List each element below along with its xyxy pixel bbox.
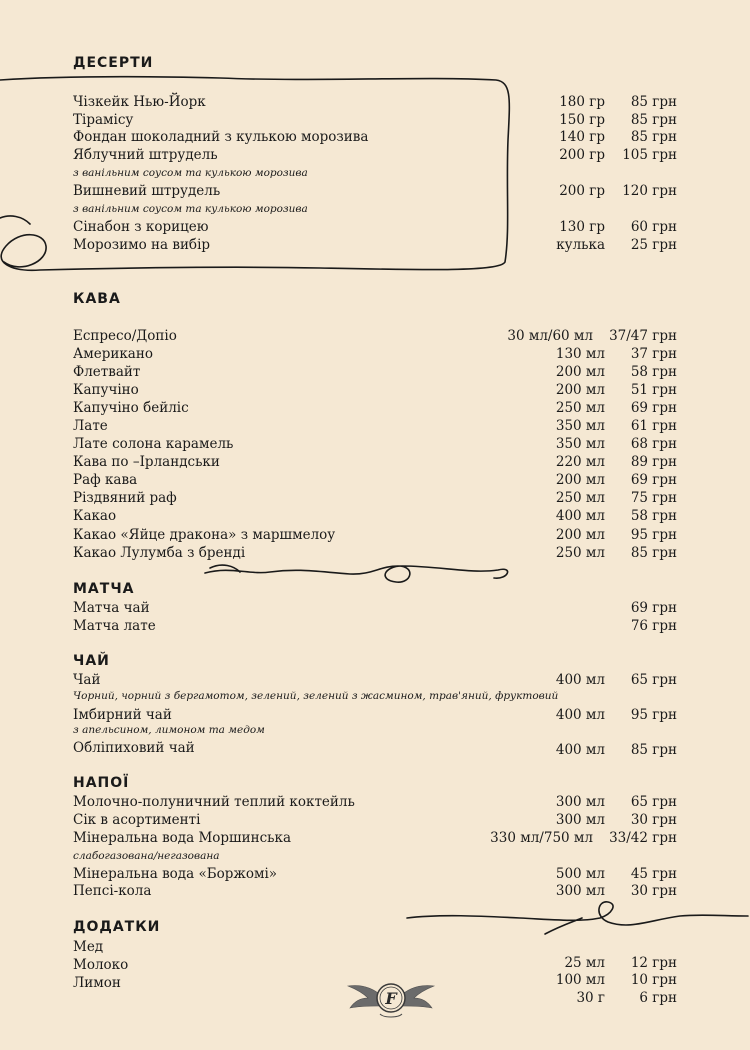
item-qty: 400 мл [555,672,605,688]
item-qty: 350 мл [555,436,605,452]
item-price: 12 грн [630,955,677,971]
item-note: з апельсином, лимоном та медом [73,724,265,736]
item-name: Еспресо/Допіо [73,328,177,344]
menu-item [73,671,677,689]
item-name: Різдвяний раф [73,490,177,506]
item-price: 10 грн [630,972,677,988]
item-price: 37/47 грн [609,328,677,344]
item-qty: 200 гр [559,183,605,199]
item-name: Матча латe [73,618,156,634]
item-note: з ванільним соусом та кулькою морозива [73,167,308,179]
item-qty: 200 мл [555,382,605,398]
menu-item [73,526,677,544]
menu-item [73,182,677,200]
item-price: 6 грн [639,990,677,1006]
item-qty: 350 мл [555,418,605,434]
item-qty: 130 гр [559,219,605,235]
menu-item [73,829,677,847]
item-price: 105 грн [622,147,677,163]
item-name: Імбирний чай [73,707,172,723]
item-price: 25 грн [630,237,677,253]
item-name: Капучіно [73,382,139,398]
item-qty: 250 мл [555,400,605,416]
section-title-drinks: НАПОЇ [73,775,130,791]
menu-item [73,471,677,489]
item-name: Сінабон з корицею [73,219,209,235]
menu-item [73,793,677,811]
item-name: Раф кава [73,472,138,488]
item-qty: 30 г [576,990,605,1006]
item-price: 68 грн [630,436,677,452]
item-qty: 300 мл [555,812,605,828]
item-qty: 200 мл [555,364,605,380]
item-price: 61 грн [630,418,677,434]
item-price: 51 грн [630,382,677,398]
item-price: 89 грн [630,454,677,470]
menu-item [73,381,677,399]
item-qty: кулька [556,237,605,253]
item-note: слабогазована/негазована [73,850,220,862]
menu-item [73,617,677,635]
menu-item [73,363,677,381]
item-qty: 150 гр [559,112,605,128]
menu-item [73,327,677,345]
item-price: 37 грн [630,346,677,362]
item-price: 65 грн [630,794,677,810]
item-price: 95 грн [630,707,677,723]
menu-item [73,453,677,471]
section-title-tea: ЧАЙ [73,653,110,669]
item-note: Чорний, чорний з бергамотом, зелений, зелений з жасмином, трав'яний, фруктовий [73,690,559,702]
item-qty: 500 мл [555,866,605,882]
item-price: 69 грн [630,400,677,416]
menu-item [73,544,677,562]
logo-emblem-icon [344,968,438,1028]
item-name: Фондан шоколадний з кулькою морозива [73,129,369,145]
item-qty: 140 гр [559,129,605,145]
menu-item [73,93,677,111]
item-qty: 200 гр [559,147,605,163]
item-price: 30 грн [630,812,677,828]
item-price: 58 грн [630,508,677,524]
section-title-desserts: ДЕСЕРТИ [73,55,154,71]
menu-item [73,417,677,435]
item-name: Лате [73,418,108,434]
item-qty: 25 мл [564,955,605,971]
item-name: Молочно-полуничний теплий коктейль [73,794,355,810]
item-name: Мед [73,939,104,955]
menu-item [73,489,677,507]
item-qty: 30 мл/60 мл [507,328,593,344]
item-price: 33/42 грн [609,830,677,846]
item-price: 85 грн [630,742,677,758]
menu-item [73,507,677,525]
item-qty: 300 мл [555,794,605,810]
item-price: 120 грн [622,183,677,199]
item-price: 58 грн [630,364,677,380]
menu-item [73,706,677,724]
menu-item [73,218,677,236]
item-price: 69 грн [630,600,677,616]
item-name: Лате солона карамель [73,436,234,452]
item-price: 69 грн [630,472,677,488]
section-title-extras: ДОДАТКИ [73,919,161,935]
item-price: 85 грн [630,545,677,561]
item-price: 85 грн [630,129,677,145]
item-price: 45 грн [630,866,677,882]
item-qty: 400 мл [555,707,605,723]
menu-item [73,435,677,453]
item-name: Пепсі-кола [73,883,152,899]
menu-item [73,599,677,617]
item-name: Мінеральна вода «Боржомі» [73,866,278,882]
item-qty: 130 мл [555,346,605,362]
menu-item [73,146,677,164]
svg-text:F: F [385,989,397,1008]
item-name: Какао [73,508,117,524]
item-name: Флетвайт [73,364,141,380]
menu-item [73,739,677,757]
item-name: Вишневий штрудель [73,183,221,199]
item-qty: 220 мл [555,454,605,470]
item-name: Капучіно бейліс [73,400,189,416]
item-qty: 200 мл [555,527,605,543]
item-qty: 200 мл [555,472,605,488]
item-name: Какао Лулумба з бренді [73,545,246,561]
item-name: Сік в асортименті [73,812,201,828]
item-name: Американо [73,346,153,362]
menu-item [73,399,677,417]
item-name: Мінеральна вода Моршинська [73,830,291,846]
menu-item [73,882,677,900]
item-name: Обліпиховий чай [73,740,195,756]
item-price: 60 грн [630,219,677,235]
item-name: Яблучний штрудель [73,147,218,163]
item-price: 95 грн [630,527,677,543]
item-qty: 250 мл [555,545,605,561]
drinks-swirl [407,902,748,925]
item-name: Матча чай [73,600,150,616]
item-name: Морозимо на вибір [73,237,211,253]
item-qty: 250 мл [555,490,605,506]
item-price: 76 грн [630,618,677,634]
item-qty: 400 мл [555,508,605,524]
item-qty: 400 мл [555,742,605,758]
section-title-coffee: КАВА [73,291,121,307]
item-price: 85 грн [630,112,677,128]
item-name: Кава по –Ірландськи [73,454,220,470]
item-qty: 100 мл [555,972,605,988]
item-qty: 180 гр [559,94,605,110]
menu-item [73,345,677,363]
item-qty: 300 мл [555,883,605,899]
item-qty: 330 мл/750 мл [490,830,593,846]
item-name: Чай [73,672,101,688]
item-note: з ванільним соусом та кулькою морозива [73,203,308,215]
item-name: Лимон [73,975,121,991]
item-price: 85 грн [630,94,677,110]
item-name: Чізкейк Нью-Йорк [73,94,206,110]
item-name: Какао «Яйце дракона» з маршмелоу [73,527,336,543]
item-name: Тірамісу [73,112,134,128]
menu-item [73,811,677,829]
item-price: 75 грн [630,490,677,506]
item-price: 30 грн [630,883,677,899]
menu-item [73,111,677,129]
section-title-matcha: МАТЧА [73,581,135,597]
menu-item [73,128,677,146]
menu-item [73,236,677,254]
item-price: 65 грн [630,672,677,688]
menu-item [73,865,677,883]
item-name: Молоко [73,957,129,973]
coffee-swirl [205,566,508,582]
